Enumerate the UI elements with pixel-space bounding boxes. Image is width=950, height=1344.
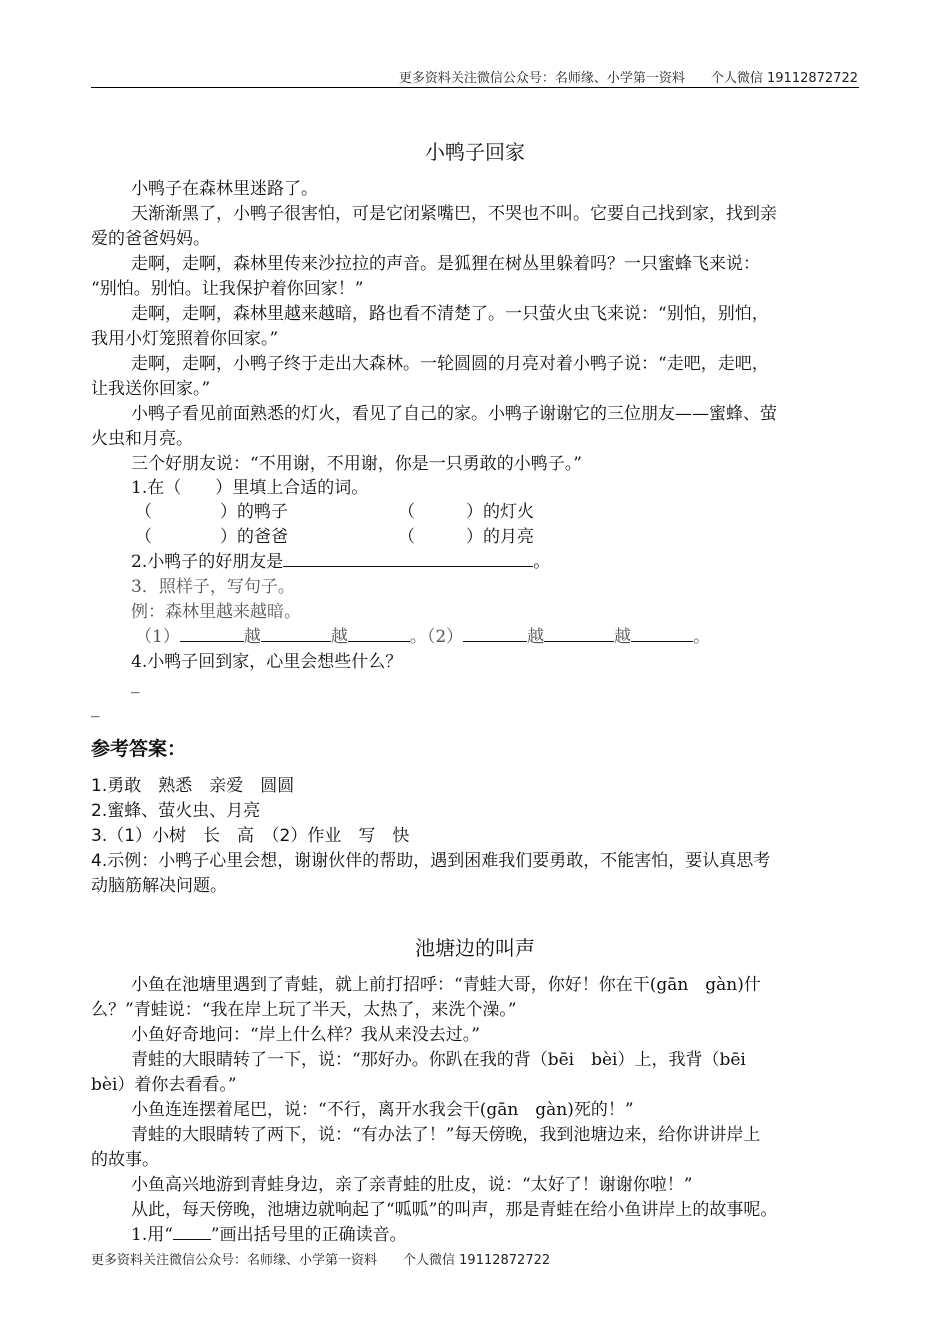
story1-line: 小鸭子在森林里迷路了。 xyxy=(131,179,318,199)
answer-line: 3.（1）小树 长 高 （2）作业 写 快 xyxy=(91,826,410,846)
story2-question-1 xyxy=(131,1220,407,1245)
story1-line: 三个好朋友说：“不用谢，不用谢，你是一只勇敢的小鸭子。” xyxy=(131,454,582,474)
question-2 xyxy=(131,547,550,572)
q3-2-end: 。 xyxy=(693,627,711,647)
answer-line: 1.勇敢 熟悉 亲爱 圆圆 xyxy=(91,776,295,796)
q3-yue: 越 xyxy=(330,627,348,647)
q2-suffix: 。 xyxy=(533,552,551,572)
q1-item: （ ）的月亮 xyxy=(398,527,534,547)
q3-example: 例：森林里越来越暗。 xyxy=(131,602,301,622)
q3-1-blank-b[interactable] xyxy=(261,625,331,642)
q3-yue: 越 xyxy=(614,627,632,647)
q1-item: （ ）的爸爸 xyxy=(135,527,288,547)
q3-fill-row xyxy=(135,622,710,647)
footer-wechat: 个人微信 19112872722 xyxy=(403,1253,551,1268)
q3-yue: 越 xyxy=(243,627,261,647)
story1-line: 我用小灯笼照着你回家。” xyxy=(91,329,279,349)
q4-answer-line: _ xyxy=(91,698,100,718)
answer-line: 2.蜜蜂、萤火虫、月亮 xyxy=(91,801,261,821)
question-3: 3．照样子，写句子。 xyxy=(131,577,295,597)
story1-line: 让我送你回家。” xyxy=(91,379,211,399)
story1-title: 小鸭子回家 xyxy=(425,140,525,164)
question-4: 4.小鸭子回到家，心里会想些什么？ xyxy=(131,652,403,672)
story2-line: 青蛙的大眼睛转了两下，说：“有办法了！”每天傍晚，我到池塘边来，给你讲讲岸上 xyxy=(131,1125,761,1145)
header-wechat: 个人微信 19112872722 xyxy=(710,71,858,86)
q1-item: （ ）的鸭子 xyxy=(135,502,288,522)
page-footer xyxy=(91,1249,550,1268)
q3-2-blank-c[interactable] xyxy=(631,625,693,642)
q3-2-label: （2） xyxy=(426,627,464,647)
page-header xyxy=(399,67,858,86)
q3-1-label: （1） xyxy=(135,627,180,647)
q3-2-blank-b[interactable] xyxy=(544,625,614,642)
story2-line: 小鱼好奇地问：“岸上什么样？我从来没去过。” xyxy=(131,1025,480,1045)
s2q1-prefix: 1.用“ xyxy=(131,1225,173,1245)
story2-line: 的故事。 xyxy=(91,1150,159,1170)
story2-line: 么？”青蛙说：“我在岸上玩了半天，太热了，来洗个澡。” xyxy=(91,1000,517,1020)
question-1: 1.在（ ）里填上合适的词。 xyxy=(131,478,369,498)
story2-line: 小鱼连连摆着尾巴，说：“不行，离开水我会干(gān gàn)死的！” xyxy=(131,1100,634,1120)
story1-line: 小鸭子看见前面熟悉的灯火，看见了自己的家。小鸭子谢谢它的三位朋友——蜜蜂、萤 xyxy=(131,404,777,424)
q3-1-end: 。 xyxy=(409,627,427,647)
story1-line: 火虫和月亮。 xyxy=(91,429,193,449)
header-text: 更多资料关注微信公众号：名师缘、小学第一资料 xyxy=(398,71,685,86)
answers-heading: 参考答案： xyxy=(91,738,187,760)
s2q1-underline-sample xyxy=(173,1223,211,1240)
header-rule xyxy=(91,87,859,88)
answer-line: 动脑筋解决问题。 xyxy=(91,876,227,896)
q2-prefix: 2.小鸭子的好朋友是 xyxy=(131,552,284,572)
story2-line: 小鱼在池塘里遇到了青蛙，就上前打招呼：“青蛙大哥，你好！你在干(gān gàn)什 xyxy=(131,975,761,995)
story2-line: 小鱼高兴地游到青蛙身边，亲了亲青蛙的肚皮，说：“太好了！谢谢你啦！” xyxy=(131,1175,693,1195)
q3-1-blank-a[interactable] xyxy=(180,625,244,642)
story1-line: 走啊，走啊，森林里传来沙拉拉的声音。是狐狸在树丛里躲着吗？一只蜜蜂飞来说： xyxy=(131,254,760,274)
story1-line: 走啊，走啊，小鸭子终于走出大森林。一轮圆圆的月亮对着小鸭子说：“走吧，走吧， xyxy=(131,354,769,374)
answer-line: 4.示例：小鸭子心里会想，谢谢伙伴的帮助，遇到困难我们要勇敢，不能害怕，要认真思考 xyxy=(91,851,771,871)
q3-2-blank-a[interactable] xyxy=(463,625,527,642)
story2-line: 从此，每天傍晚，池塘边就响起了“呱呱”的叫声，那是青蛙在给小鱼讲岸上的故事呢。 xyxy=(131,1200,778,1220)
footer-text: 更多资料关注微信公众号：名师缘、小学第一资料 xyxy=(91,1253,378,1268)
story2-line: 青蛙的大眼睛转了一下，说：“那好办。你趴在我的背（bēi bèi）上，我背（bēi xyxy=(131,1050,746,1070)
q2-answer-blank[interactable] xyxy=(283,550,533,567)
story1-line: 走啊，走啊，森林里越来越暗，路也看不清楚了。一只萤火虫飞来说：“别怕，别怕， xyxy=(131,304,769,324)
story1-line: “别怕。别怕。让我保护着你回家！” xyxy=(91,279,364,299)
q3-1-blank-c[interactable] xyxy=(348,625,410,642)
q4-answer-line: _ xyxy=(131,674,140,694)
story1-line: 天渐渐黑了，小鸭子很害怕，可是它闭紧嘴巴，不哭也不叫。它要自己找到家，找到亲 xyxy=(131,204,777,224)
s2q1-suffix: ”画出括号里的正确读音。 xyxy=(210,1225,407,1245)
story1-line: 爱的爸爸妈妈。 xyxy=(91,229,210,249)
story2-line: bèi）着你去看看。” xyxy=(91,1075,237,1095)
q1-item: （ ）的灯火 xyxy=(398,502,534,522)
story2-title: 池塘边的叫声 xyxy=(415,936,535,960)
q3-yue: 越 xyxy=(527,627,545,647)
